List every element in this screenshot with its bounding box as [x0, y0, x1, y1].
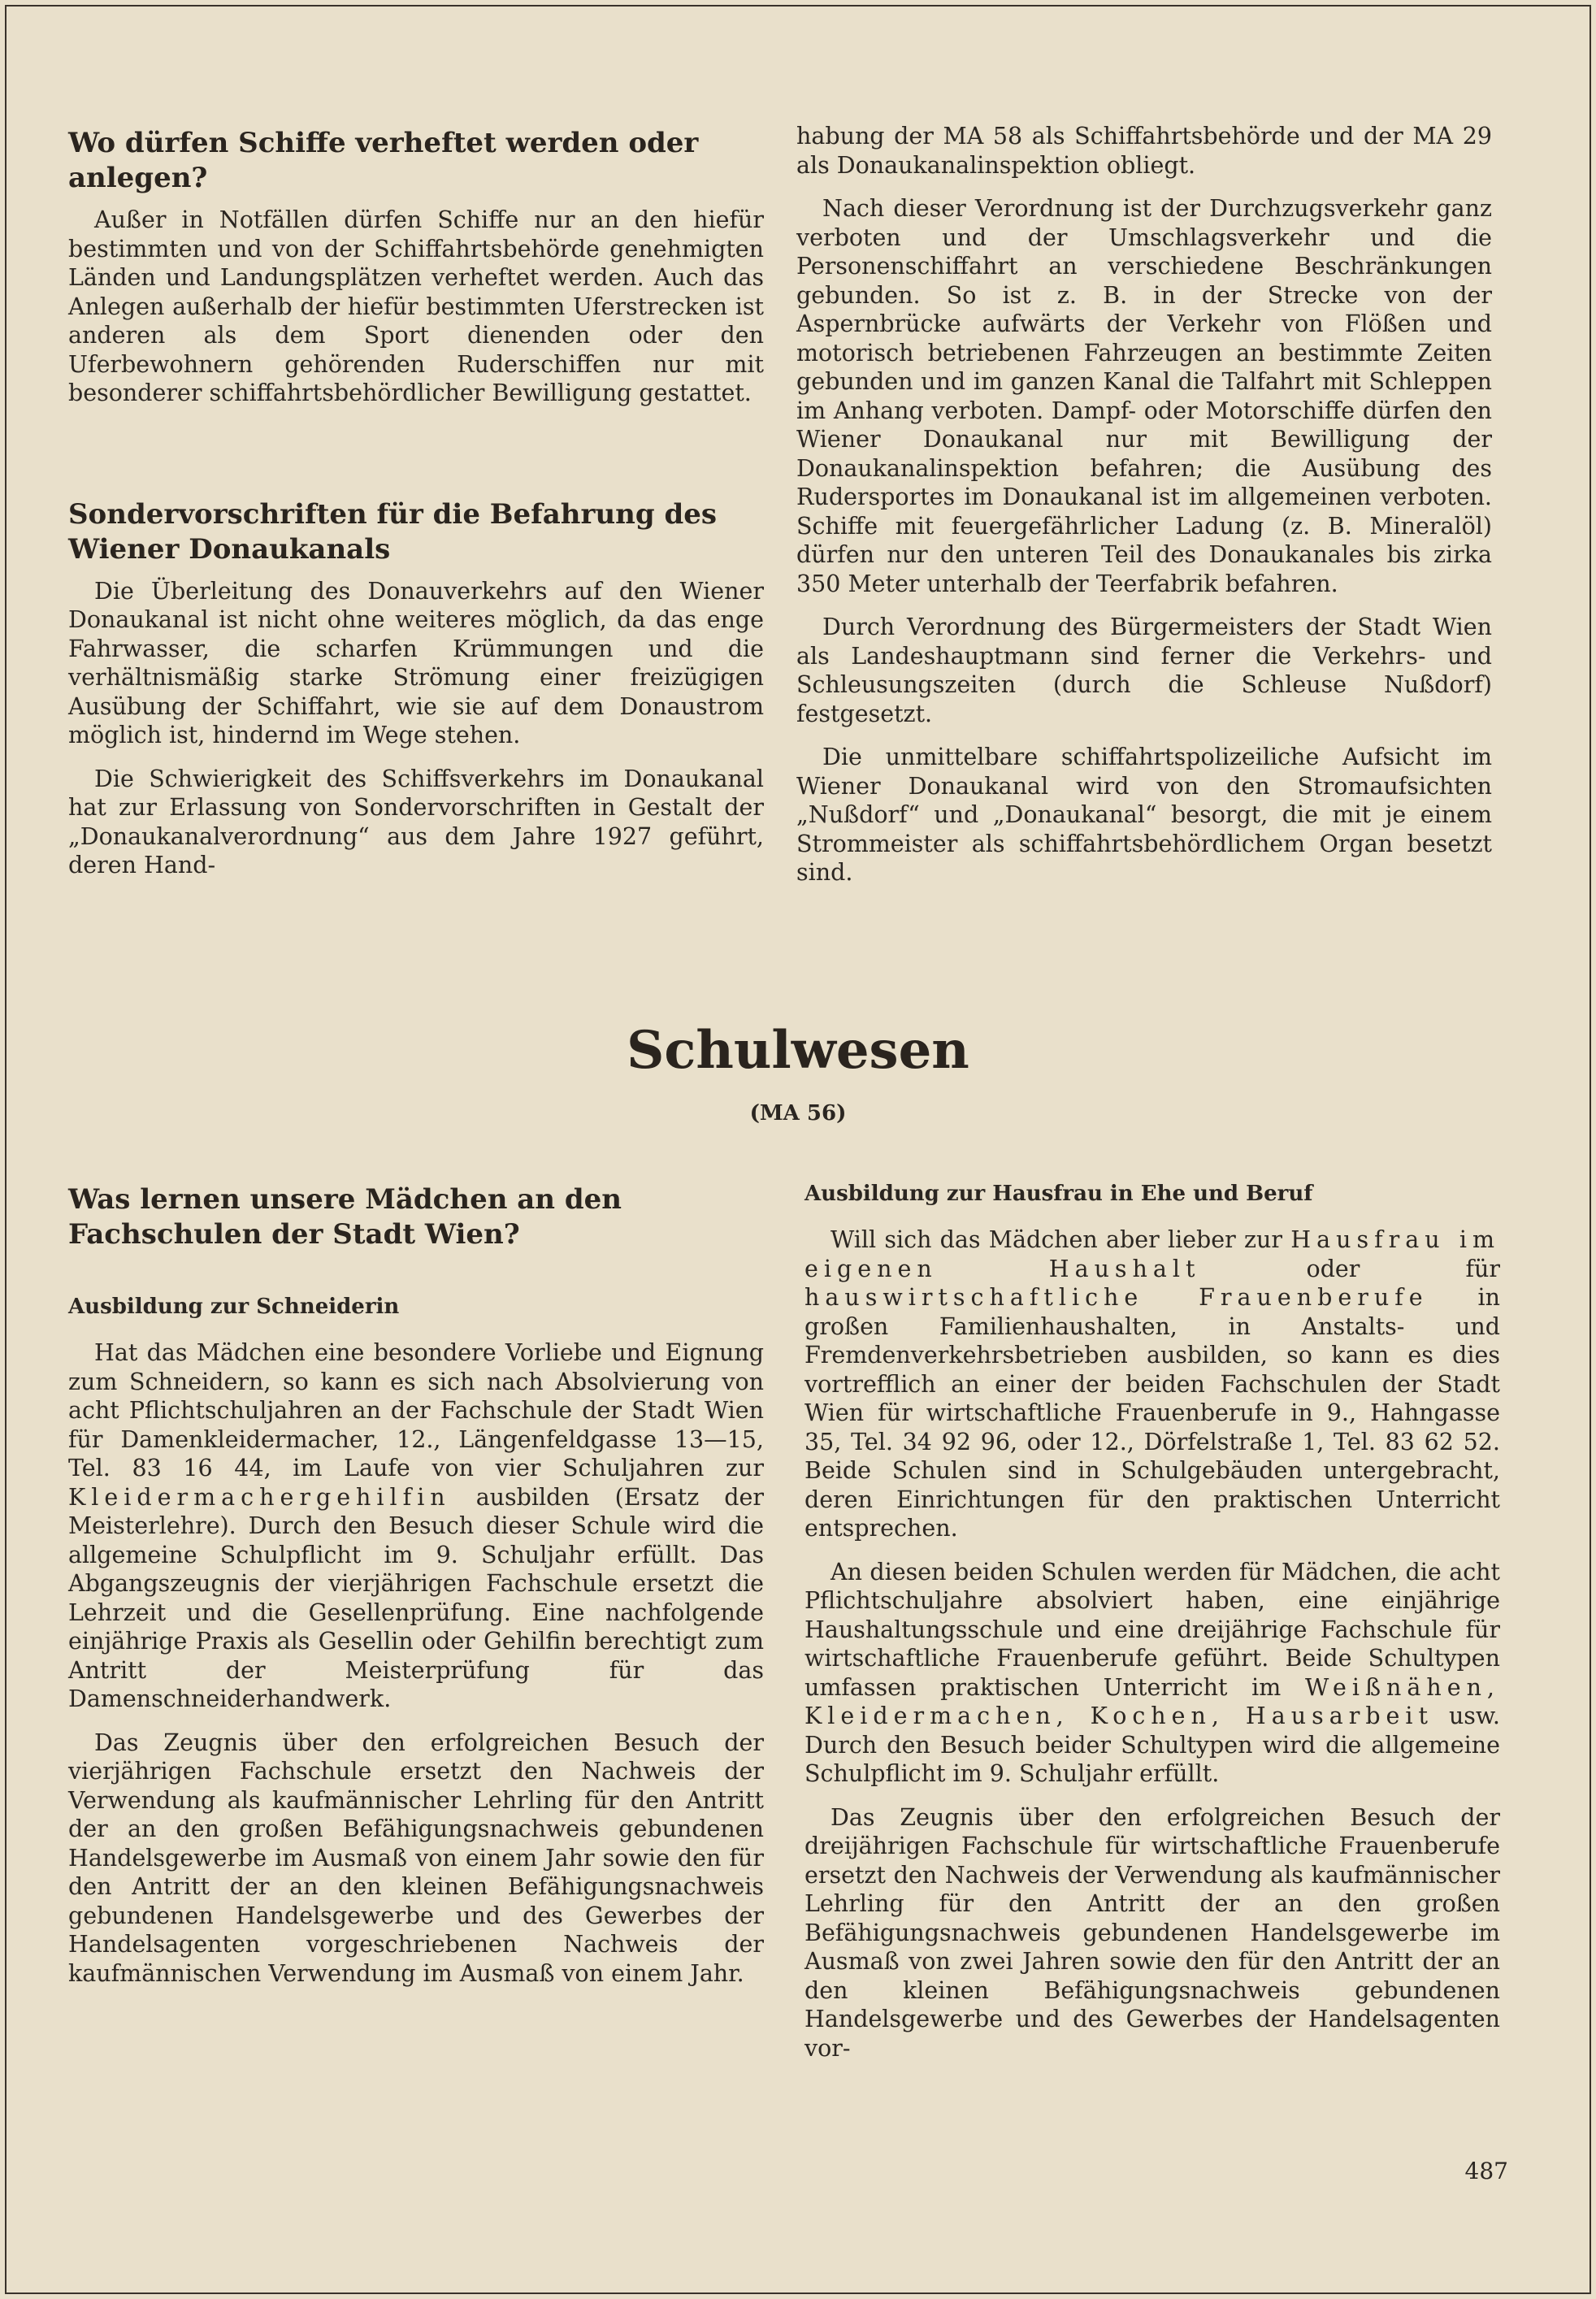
text-run: Hat das Mädchen eine besondere Vorliebe und Eignung zum Schneidern, so kann es sich nach Absolvierung von acht Pflichtschuljahren an der Fachschule der Stadt Wien für Damenkleidermacher, 12., Längenfeldgasse 13—15, Tel. 83 16 44, im Laufe von vier Schuljahren zur [68, 1339, 764, 1481]
heading-maedchen-fachschulen: Was lernen unsere Mädchen an den Fachschulen der Stadt Wien? [68, 1183, 622, 1251]
paragraph [805, 1558, 1500, 1789]
subheading-schneiderin: Ausbildung zur Schneiderin [68, 1295, 400, 1319]
section-subtitle: (MA 56) [749, 1101, 847, 1126]
paragraph [68, 1338, 764, 1714]
paragraph: Außer in Notfällen dürfen Schiffe nur an den hiefür bestimmten und von der Schiffahrtsbehörde genehmigten Länden und Landungsplätzen verheftet werden. Auch das Anlegen außerhalb der hiefür bestimmten Uferstrecken ist anderen als dem Sport dienenden oder den Uferbewohnern gehörenden Ruderschiffen nur mit besonderer schiffahrtsbehördlicher Bewilligung gestattet. [68, 206, 764, 406]
text-run: Will sich das Mädchen aber lieber zur [831, 1226, 1283, 1253]
section-title: Schulwesen [627, 1020, 969, 1081]
paragraph: Das Zeugnis über den erfolgreichen Besuch der dreijährigen Fachschule für wirtschaftliche Frauenberufe ersetzt den Nachweis der Verwendung als kaufmännischer Lehrling für den Antritt der an den großen Befähigungsnachweis gebundenen Handelsgewerbe im Ausmaß von zwei Jahren sowie den für den Antritt der an den kleinen Befähigungsnachweis gebundenen Handelsgewerbe und des Gewerbes der Handelsagenten vor- [805, 1803, 1500, 2062]
text-run: in großen Familienhaushalten, in Anstalts- und Fremdenverkehrsbetrieben ausbilden, so kann es dies vortrefflich an einer der beiden Fachschulen der Stadt Wien für wirtschaftliche Frauenberufe in 9., Hahngasse 35, Tel. 34 92 96, oder 12., Dörfelstraße 1, Tel. 83 62 52. Beide Schulen sind in Schulgebäuden untergebracht, deren Einrichtungen für den praktischen Unterricht entsprechen. [805, 1284, 1500, 1542]
paragraph: Nach dieser Verordnung ist der Durchzugsverkehr ganz verboten und der Umschlagsverkehr und die Personenschiffahrt an verschiedene Beschränkungen gebunden. So ist z. B. in der Strecke von der Aspernbrücke aufwärts der Verkehr von Flößen und motorisch betriebenen Fahrzeugen an bestimmte Zeiten gebunden und im ganzen Kanal die Talfahrt mit Schleppen im Anhang verboten. Dampf- oder Motorschiffe dürfen den Wiener Donaukanal nur mit Bewilligung der Donaukanalinspektion befahren; die Ausübung des Rudersportes im Donaukanal ist im allgemeinen verboten. Schiffe mit feuergefährlicher Ladung (z. B. Mineralöl) dürfen nur den unteren Teil des Donaukanales bis zirka 350 Meter unterhalb der Teerfabrik befahren. [796, 195, 1492, 597]
column-bottom-right [805, 1180, 1500, 2077]
paragraph: Durch Verordnung des Bürgermeisters der Stadt Wien als Landeshauptmann sind ferner die Verkehrs- und Schleusungszeiten (durch die Schleuse Nußdorf) festgesetzt. [796, 614, 1492, 727]
paragraph: habung der MA 58 als Schiffahrtsbehörde und der MA 29 als Donaukanalinspektion obliegt. [796, 123, 1492, 179]
paragraph: Das Zeugnis über den erfolgreichen Besuch der vierjährigen Fachschule ersetzt den Nachweis der Verwendung als kaufmännischer Lehrling für den Antritt der an den großen Befähigungsnachweis gebundenen Handelsgewerbe im Ausmaß von einem Jahr sowie den für den Antritt der an den kleinen Befähigungsnachweis gebundenen Handelsgewerbe und des Gewerbes der Handelsagenten vorgeschriebenen Nachweis der kaufmännischen Verwendung im Ausmaß von einem Jahr. [68, 1729, 764, 1987]
text-run: oder für [1306, 1255, 1501, 1282]
spaced-emphasis: hauswirtschaftliche Frauenberufe [805, 1284, 1429, 1311]
subheading-hausfrau: Ausbildung zur Hausfrau in Ehe und Beruf [805, 1182, 1313, 1206]
spaced-emphasis: Hausfrau im eigenen Haushalt [805, 1226, 1501, 1282]
paragraph: Die Schwierigkeit des Schiffsverkehrs im Donaukanal hat zur Erlassung von Sondervorschriften in Gestalt der „Donaukanalverordnung“ aus dem Jahre 1927 geführt, deren Hand- [68, 765, 764, 878]
column-bottom-left [68, 1182, 764, 2002]
heading-schiffe-verheften: Wo dürfen Schiffe verheftet werden oder anlegen? [68, 127, 699, 194]
column-top-right [796, 122, 1492, 902]
section-title-block [0, 1020, 1596, 1126]
text-run: An diesen beiden Schulen werden für Mädchen, die acht Pflichtschuljahre absolviert haben, eine einjährige Haushaltungsschule und eine dreijährige Fachschule für wirtschaftliche Frauenberufe geführt. Beide Schultypen umfassen praktischen Unterricht im [805, 1558, 1500, 1701]
column-top-left [68, 126, 764, 895]
page-number: 487 [1464, 2158, 1508, 2184]
text-run: ausbilden (Ersatz der Meisterlehre). Durch den Besuch dieser Schule wird die allgemeine Schulpflicht im 9. Schuljahr erfüllt. Das Abgangszeugnis der vierjährigen Fachschule ersetzt die Lehrzeit und die Gesellenprüfung. Eine nachfolgende einjährige Praxis als Gesellin oder Gehilfin berechtigt zum Antritt der Meisterprüfung für das Damenschneiderhandwerk. [68, 1483, 764, 1712]
text-run: usw. Durch den Besuch beider Schultypen wird die allgemeine Schulpflicht im 9. Schuljahr erfüllt. [805, 1703, 1500, 1787]
paragraph: Die unmittelbare schiffahrtspolizeiliche Aufsicht im Wiener Donaukanal wird von den Stromaufsichten „Nußdorf“ und „Donaukanal“ besorgt, die mit je einem Strommeister als schiffahrtsbehördlichem Organ besetzt sind. [796, 744, 1492, 886]
paragraph [805, 1225, 1500, 1543]
spaced-emphasis: Kleidermachergehilfin [68, 1483, 451, 1511]
heading-sondervorschriften: Sondervorschriften für die Befahrung des Wiener Donaukanals [68, 497, 718, 566]
paragraph: Die Überleitung des Donauverkehrs auf den Wiener Donaukanal ist nicht ohne weiteres möglich, da das enge Fahrwasser, die scharfen Krümmungen und die verhältnismäßig starke Strömung einer freizügigen Ausübung der Schiffahrt, wie sie auf dem Donaustrom möglich ist, hindernd im Wege stehen. [68, 577, 764, 748]
spaced-emphasis: Weißnähen, Kleidermachen, Kochen, Hausarbeit [805, 1673, 1500, 1729]
